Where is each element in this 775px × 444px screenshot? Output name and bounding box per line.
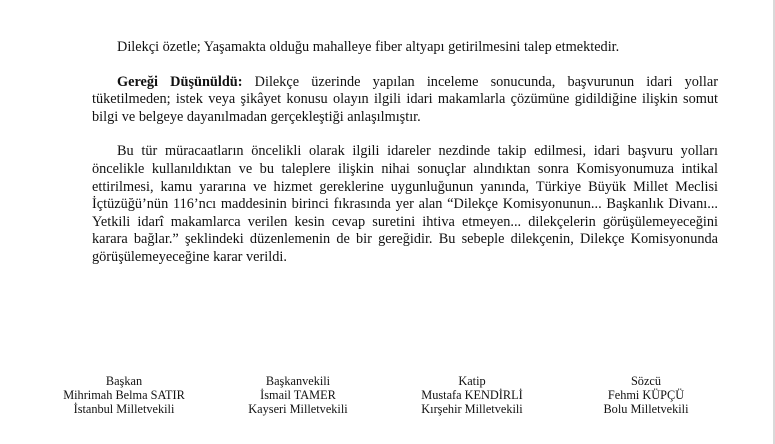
decision-paragraph: [92, 74, 718, 127]
signatory-secretary: [388, 374, 556, 417]
signatory-vice-chair: [214, 374, 382, 417]
signatory-district: Bolu Milletvekili: [603, 402, 689, 417]
document-body: [92, 39, 718, 267]
signatory-title: Başkanvekili: [265, 374, 331, 388]
signatory-chair: [40, 374, 208, 417]
summary-paragraph: Dilekçi özetle; Yaşamakta olduğu mahalleye fiber altyapı getirilmesini talep etmektedir.: [117, 39, 620, 55]
signatory-title: Başkan: [105, 374, 143, 388]
signatory-district: Kayseri Milletvekili: [248, 402, 348, 417]
signature-block: [40, 374, 730, 417]
signatory-title: Sözcü: [630, 374, 662, 388]
signatory-name: Fehmi KÜPÇÜ: [607, 388, 685, 403]
signatory-name: Mustafa KENDİRLİ: [421, 388, 523, 403]
signatory-spokesperson: [562, 374, 730, 417]
decision-text: Dilekçe üzerinde yapılan inceleme sonucunda, başvurunun idari yollar tüketilmeden; istek veya şikâyet konusu olayın ilgili idari makamlarla çözümüne gidildiğine ilişkin somut bilgi ve belgeye dayanılmadan gerçekleştiği anlaşılmıştır.: [92, 73, 718, 125]
signatory-district: İstanbul Milletvekili: [73, 402, 175, 417]
reasoning-paragraph: Bu tür müracaatların öncelikli olarak ilgili idareler nezdinde takip edilmesi, idari başvuru yolları öncelikle kullanıldıktan ve bu taleplere ilişkin nihai sonuçlar alındıktan sonra Komisyonumuza intikal ettirilmesi, kamu yararına ve hizmet gereklerine uygunluğunun yanında, Türkiye Büyük Millet Meclisi İçtüzüğü’nün 116’ncı maddesinin birinci fıkrasında yer alan “Dilekçe Komisyonunun... Başkanlık Divanı... Yetkili idarî makamlarca verilen kesin cevap suretini ihtiva etmeyen... dilekçelerin görüşülemeyeceğini karara bağlar.” şeklindeki düzenlemenin de bir gereğidir. Bu sebeple dilekçenin, Dilekçe Komisyonunda görüşülemeyeceğine karar verildi.: [92, 143, 718, 265]
signatory-name: İsmail TAMER: [260, 388, 336, 403]
signatory-title: Katip: [458, 374, 486, 388]
decision-label: Gereği Düşünüldü:: [117, 73, 243, 90]
signatory-district: Kırşehir Milletvekili: [421, 402, 523, 417]
signatory-name: Mihrimah Belma SATIR: [63, 388, 185, 403]
